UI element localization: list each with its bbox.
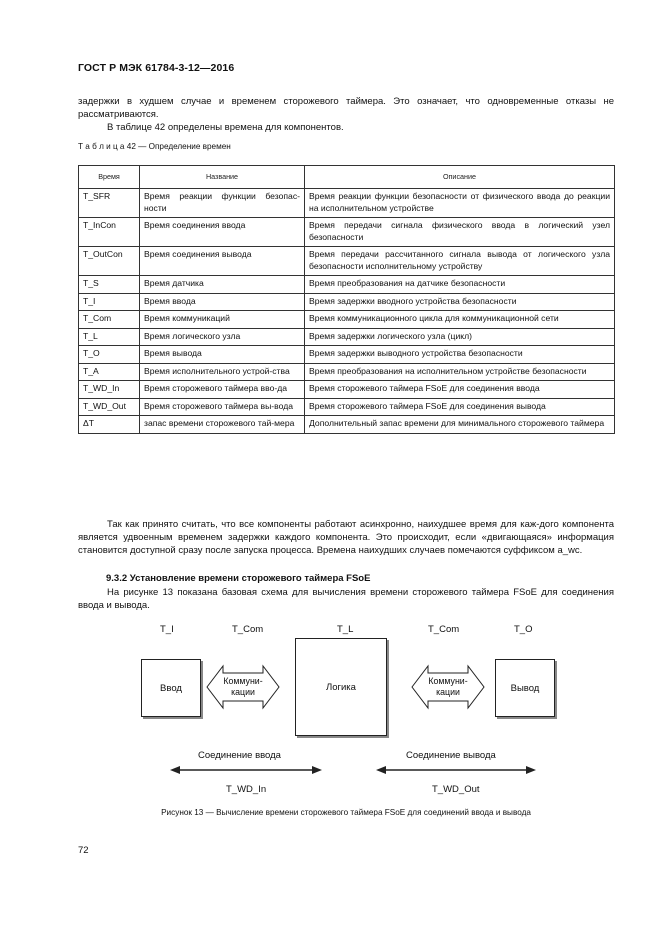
table-row — [79, 363, 615, 381]
table-row — [79, 346, 615, 364]
cell-description: Время передачи рассчитанного сигнала вывода от логического узла безопасности исполнительному устройству — [305, 247, 615, 276]
comm-output-line1: Коммуни- — [428, 676, 468, 686]
cell-description: Время задержки вводного устройства безопасности — [305, 293, 615, 311]
cell-time: T_I — [79, 293, 140, 311]
header-name: Название — [140, 166, 305, 189]
cell-time: T_SFR — [79, 189, 140, 218]
cell-description: Время сторожевого таймера FSoE для соединения ввода — [305, 381, 615, 399]
cell-name: Время вывода — [140, 346, 305, 364]
output-box — [495, 659, 555, 717]
document-header: ГОСТ Р МЭК 61784-3-12—2016 — [78, 62, 235, 74]
cell-description: Время задержки выводного устройства безопасности — [305, 346, 615, 364]
table-caption: Т а б л и ц а 42 — Определение времен — [78, 142, 231, 151]
header-time: Время — [79, 166, 140, 189]
cell-description: Время задержки логического узла (цикл) — [305, 328, 615, 346]
label-t-com-input: T_Com — [232, 624, 264, 635]
cell-name: Время реакции функции безопас-ности — [140, 189, 305, 218]
cell-name: запас времени сторожевого тай-мера — [140, 416, 305, 434]
cell-description: Время преобразования на исполнительном устройстве безопасности — [305, 363, 615, 381]
figure-intro-paragraph: На рисунке 13 показана базовая схема для вычисления времени сторожевого таймера FSoE для соединения ввода и вывода. — [78, 587, 614, 611]
cell-description: Время коммуникационного цикла для коммуникационной сети — [305, 311, 615, 329]
logic-box-label: Логика — [326, 681, 356, 693]
cell-time: ΔT — [79, 416, 140, 434]
figure-caption: Рисунок 13 — Вычисление времени сторожевого таймера FSoE для соединений ввода и вывода — [161, 808, 531, 817]
label-t-com-output: T_Com — [428, 624, 460, 635]
cell-name: Время коммуникаций — [140, 311, 305, 329]
cell-time: T_WD_Out — [79, 398, 140, 416]
table-row — [79, 381, 615, 399]
cell-description: Время сторожевого таймера FSoE для соединения вывода — [305, 398, 615, 416]
cell-name: Время ввода — [140, 293, 305, 311]
wd-out-span-arrow-icon — [376, 764, 536, 776]
table-row — [79, 189, 615, 218]
table-header-row — [79, 166, 615, 189]
table-row — [79, 311, 615, 329]
cell-time: T_WD_In — [79, 381, 140, 399]
cell-name: Время соединения ввода — [140, 218, 305, 247]
wd-out-label: T_WD_Out — [432, 784, 480, 795]
cell-time: T_OutCon — [79, 247, 140, 276]
table-row — [79, 218, 615, 247]
comm-output-label — [410, 676, 486, 698]
cell-description: Дополнительный запас времени для минимального сторожевого таймера — [305, 416, 615, 434]
label-t-o: T_O — [514, 624, 533, 635]
input-box — [141, 659, 201, 717]
wd-in-label: T_WD_In — [226, 784, 267, 795]
comm-input-label — [205, 676, 281, 698]
page-number: 72 — [78, 845, 89, 856]
comm-input-line2: кации — [231, 687, 255, 697]
output-connection-label: Соединение вывода — [406, 750, 496, 761]
table-row — [79, 398, 615, 416]
cell-name: Время логического узла — [140, 328, 305, 346]
table-row — [79, 328, 615, 346]
header-description: Описание — [305, 166, 615, 189]
label-t-i: T_I — [160, 624, 174, 635]
label-t-l: T_L — [337, 624, 354, 635]
table-row — [79, 276, 615, 294]
times-table — [78, 165, 615, 434]
comm-input-line1: Коммуни- — [223, 676, 263, 686]
cell-name: Время датчика — [140, 276, 305, 294]
cell-time: T_L — [79, 328, 140, 346]
table-row — [79, 247, 615, 276]
cell-time: T_InCon — [79, 218, 140, 247]
intro-paragraph: задержки в худшем случае и временем сторожевого таймера. Это означает, что одновременные отказы не рассматриваются. — [78, 96, 614, 120]
wd-in-span-arrow-icon — [170, 764, 322, 776]
async-paragraph: Так как принято считать, что все компоненты работают асинхронно, наихудшее время для каж-дого компонента является удвоенным временем задержки каждого компонента. Это происходит, если «двигающаяся» информация становится доступной сразу после запуска процесса. Времена наихудших случаев помечаются суффиксом a_wc. — [78, 519, 614, 556]
cell-time: T_O — [79, 346, 140, 364]
table-intro-paragraph: В таблице 42 определены времена для компонентов. — [107, 122, 344, 133]
cell-name: Время сторожевого таймера вво-да — [140, 381, 305, 399]
cell-name: Время исполнительного устрой-ства — [140, 363, 305, 381]
cell-name: Время сторожевого таймера вы-вода — [140, 398, 305, 416]
table-row — [79, 416, 615, 434]
cell-description: Время преобразования на датчике безопасности — [305, 276, 615, 294]
cell-time: T_Com — [79, 311, 140, 329]
cell-name: Время соединения вывода — [140, 247, 305, 276]
comm-output-line2: кации — [436, 687, 460, 697]
section-heading: 9.3.2 Установление времени сторожевого таймера FSoE — [106, 573, 371, 584]
cell-description: Время передачи сигнала физического ввода в логический узел безопасности — [305, 218, 615, 247]
logic-box — [295, 638, 387, 736]
input-box-label: Ввод — [160, 682, 182, 694]
cell-description: Время реакции функции безопасности от физического ввода до реакции на исполнительном устройстве — [305, 189, 615, 218]
cell-time: T_S — [79, 276, 140, 294]
cell-time: T_A — [79, 363, 140, 381]
table-row — [79, 293, 615, 311]
output-box-label: Вывод — [510, 682, 540, 694]
input-connection-label: Соединение ввода — [198, 750, 281, 761]
